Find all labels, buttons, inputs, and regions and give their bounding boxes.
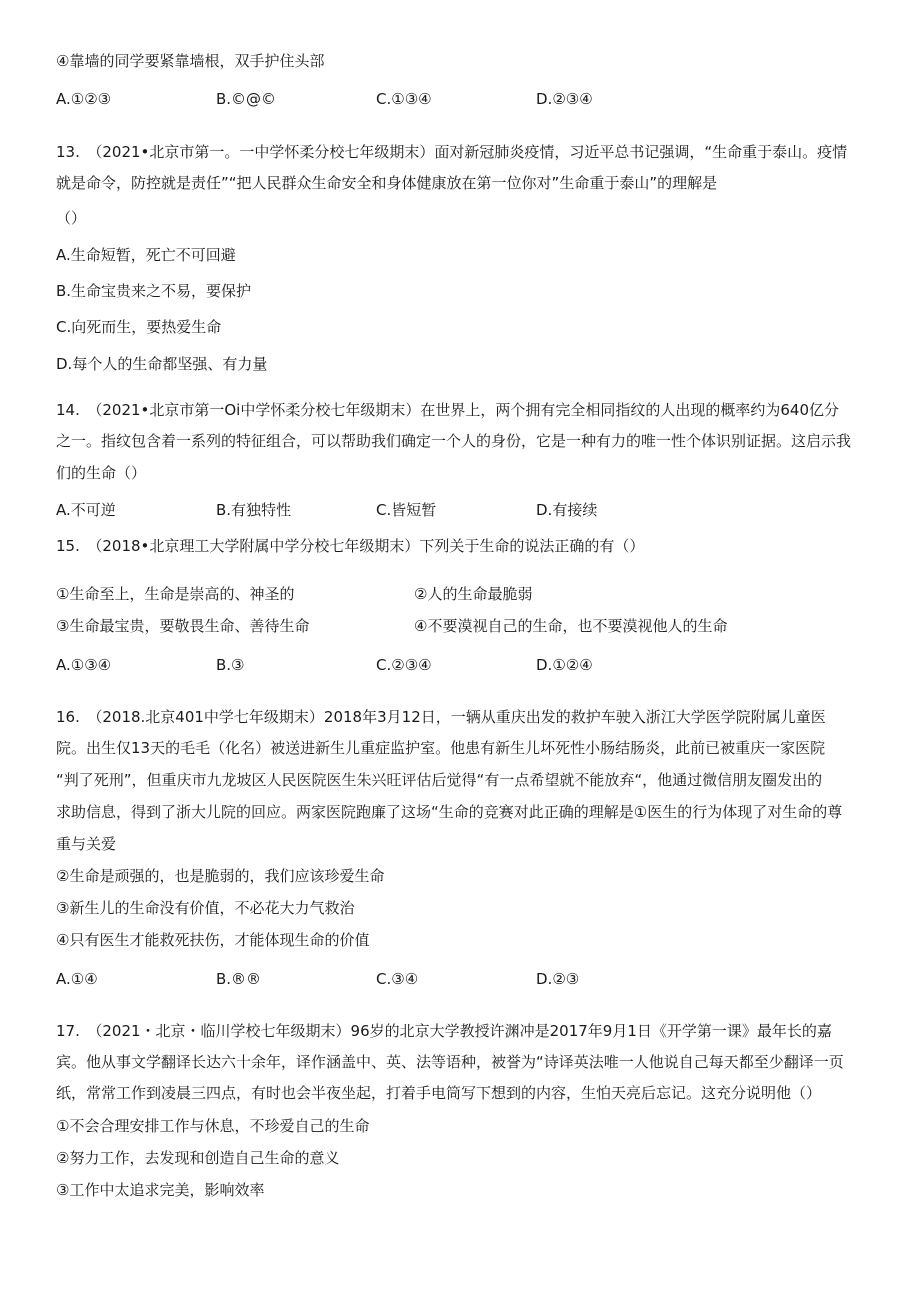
q13-stem-line-3: （） [56, 209, 87, 227]
q15-item-3: ③生命最宝贵，要敬畏生命、善待生命 [56, 617, 310, 635]
q17-stem-line-1: 17. （2021・北京・临川学校七年级期末）96岁的北京大学教授许渊冲是2017年9月1日《开学第一课》最年长的嘉 [56, 1022, 832, 1040]
q15-items-row-1 [56, 584, 880, 604]
q16-option-c: C.③④ [376, 970, 419, 988]
q17-stem-line-3: 纸，常常工作到凌晨三四点，有时也会半夜坐起，打着手电筒写下想到的内容，生怕天亮后忘记。这充分说明他（） [56, 1084, 822, 1102]
q13-choice-a: A.生命短暂，死亡不可回避 [56, 246, 236, 264]
q12-option-b: B.©@© [216, 90, 277, 108]
q14-stem-line-1: 14. （2021•北京市第一Oi中学怀柔分校七年级期末）在世界上，两个拥有完全相同指纹的人出现的概率约为640亿分 [56, 401, 839, 419]
q14-stem-line-2: 之一。指纹包含着一系列的特征组合，可以帮助我们确定一个人的身份，它是一种有力的唯一性个体识别证据。这启示我 [56, 432, 852, 450]
q16-option-d: D.②③ [536, 970, 580, 988]
q13-choice-c: C.向死而生，要热爱生命 [56, 318, 222, 336]
q15-item-1: ①生命至上，生命是崇高的、神圣的 [56, 585, 295, 603]
q15-option-d: D.①②④ [536, 656, 593, 674]
q14-option-d: D.有接续 [536, 501, 598, 519]
q16-option-a: A.①④ [56, 970, 98, 988]
q15-item-4: ④不要漠视自己的生命，也不要漠视他人的生命 [414, 617, 728, 635]
q17-stem-line-2: 宾。他从事文学翻译长达六十余年，译作涵盖中、英、法等语种，被誉为“诗译英法唯一人他说自己每天都至少翻译一页 [56, 1053, 844, 1071]
q15-items-row-2 [56, 616, 880, 636]
q16-stem-line-2: 院。出生仅13天的毛毛（化名）被送进新生儿重症监护室。他患有新生儿坏死性小肠结肠炎，此前已被重庆一家医院 [56, 739, 826, 757]
q13-choice-b: B.生命宝贵来之不易，要保护 [56, 282, 252, 300]
q12-item-4: ④靠墙的同学要紧靠墙根，双手护住头部 [56, 52, 325, 70]
q12-option-a: A.①②③ [56, 90, 112, 108]
q12-option-d: D.②③④ [536, 90, 593, 108]
q14-option-a: A.不可逆 [56, 501, 116, 519]
q16-item-2: ②生命是顽强的，也是脆弱的，我们应该珍爱生命 [56, 867, 385, 885]
q16-stem-line-1: 16. （2018.北京401中学七年级期末）2018年3月12日，一辆从重庆出发的救护车驶入浙江大学医学院附属儿童医 [56, 708, 826, 726]
q16-stem-line-3: “判了死刑”，但重庆市九龙坡区人民医院医生朱兴旺评估后觉得“有一点希望就不能放弃“，他通过微信朋友圈发出的 [56, 771, 823, 789]
q16-stem-line-5: 重与关爱 [56, 835, 117, 853]
q14-options [56, 500, 880, 520]
q16-item-3: ③新生儿的生命没有价值，不必花大力气救治 [56, 899, 355, 917]
q17-item-2: ②努力工作，去发现和创造自己生命的意义 [56, 1149, 340, 1167]
q16-options [56, 969, 880, 989]
q17-item-3: ③工作中太追求完美，影响效率 [56, 1181, 265, 1199]
q14-option-b: B.有独特性 [216, 501, 292, 519]
q16-item-4: ④只有医生才能救死扶伤，才能体现生命的价值 [56, 931, 370, 949]
q15-options [56, 655, 880, 675]
q15-option-b: B.③ [216, 656, 245, 674]
q12-option-c: C.①③④ [376, 90, 432, 108]
q16-option-b: B.®® [216, 970, 262, 988]
q14-stem-line-3: 们的生命（） [56, 464, 147, 482]
q15-option-c: C.②③④ [376, 656, 432, 674]
q13-stem-line-2: 就是命令，防控就是责任”“把人民群众生命安全和身体健康放在第一位你对”生命重于泰山”的理解是 [56, 174, 718, 192]
q15-stem: 15. （2018•北京理工大学附属中学分校七年级期末）下列关于生命的说法正确的有（） [56, 537, 645, 555]
q15-item-2: ②人的生命最脆弱 [414, 585, 533, 603]
q14-option-c: C.皆短暂 [376, 501, 437, 519]
q16-stem-line-4: 求助信息，得到了浙大儿院的回应。两家医院跑廉了这场“生命的竞赛对此正确的理解是①医生的行为体现了对生命的尊 [56, 803, 843, 821]
q13-choice-d: D.每个人的生命都坚强、有力量 [56, 355, 268, 373]
q17-item-1: ①不会合理安排工作与休息，不珍爱自己的生命 [56, 1117, 370, 1135]
q13-stem-line-1: 13. （2021•北京市第一。一中学怀柔分校七年级期末）面对新冠肺炎疫情，习近平总书记强调，“生命重于泰山。疫情 [56, 143, 848, 161]
q15-option-a: A.①③④ [56, 656, 112, 674]
q12-options [56, 89, 880, 109]
